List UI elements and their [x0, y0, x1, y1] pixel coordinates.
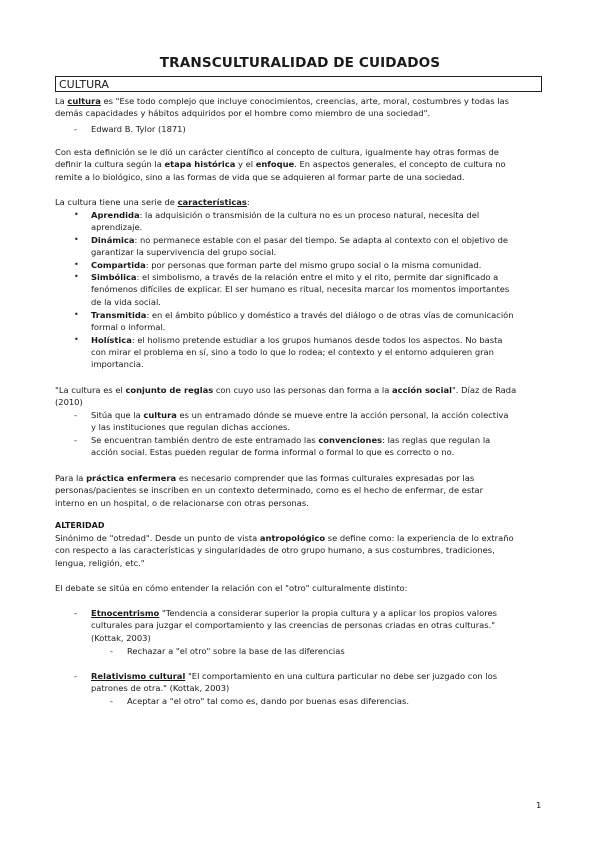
quote-item-2-cont: acción social. Estas pueden regular de forma informal o formal lo que es correcto o no.	[91, 447, 455, 457]
quote-item-1: Sitúa que la cultura es un entramado dónde se mueve entre la acción personal, la acción colectiva	[91, 410, 509, 420]
term-cultura: cultura	[67, 96, 101, 106]
alteridad-line-1: Sinónimo de "otredad". Desde un punto de vista antropológico se define como: la experiencia de lo extraño	[55, 533, 514, 543]
characteristic-holistica-cont2: importancia.	[91, 359, 144, 369]
para1-line-3: remite a lo biológico, sino a las formas de vida que se adquieren al formar parte de una sociedad.	[55, 172, 465, 182]
dash-marker: -	[110, 646, 114, 656]
section-heading-cultura: CULTURA	[55, 76, 542, 92]
dash-marker: -	[110, 696, 114, 706]
characteristic-transmitida: Transmitida: en el ámbito público y doméstico a través del diálogo o de otras vías de comunicación	[91, 310, 514, 320]
characteristic-dinamica: Dinámica: no permanece estable con el pasar del tiempo. Se adapta al contexto con el objetivo de	[91, 235, 509, 245]
dash-marker: -	[74, 671, 78, 681]
bullet-marker: •	[74, 235, 79, 244]
dash-marker: -	[74, 608, 78, 618]
dash-marker: -	[74, 410, 78, 420]
para3-line-3: interno en un hospital, o de relacionarse con otras personas.	[55, 498, 309, 508]
etnocentrismo-line-1: Etnocentrismo "Tendencia a considerar superior la propia cultura y a aplicar los propios valores	[91, 608, 497, 618]
alteridad-line-2: con respecto a las características y singularidades de otro grupo humano, a sus costumbres, tradiciones,	[55, 545, 495, 555]
characteristic-holistica-cont: con mirar el problema en sí, sino a todo lo que lo rodea; el contexto y el entorno adquieren gran	[91, 347, 494, 357]
dash-marker: -	[74, 124, 78, 134]
bullet-marker: •	[74, 210, 79, 219]
bullet-marker: •	[74, 272, 79, 281]
definition-author: Edward B. Tylor (1871)	[91, 124, 186, 134]
characteristic-compartida: Compartida: por personas que forman parte del mismo grupo social o la misma comunidad.	[91, 260, 482, 270]
characteristic-holistica: Holística: el holismo pretende estudiar a los grupos humanos desde todos los aspectos. No basta	[91, 335, 503, 345]
alteridad-line-3: lengua, religión, etc."	[55, 558, 145, 568]
bullet-marker: •	[74, 335, 79, 344]
page-title: TRANSCULTURALIDAD DE CUIDADOS	[159, 55, 441, 71]
relativismo-line-1: Relativismo cultural "El comportamiento en una cultura particular no debe ser juzgado con los	[91, 671, 498, 681]
characteristic-aprendida: Aprendida: la adquisición o transmisión de la cultura no es un proceso natural, necesita del	[91, 210, 480, 220]
quote-item-1-cont: y las instituciones que regulan dichas acciones.	[91, 422, 290, 432]
debate-line: El debate se sitúa en cómo entender la relación con el "otro" culturalmente distinto:	[55, 583, 408, 593]
quote-item-2: Se encuentran también dentro de este entramado las convenciones: las reglas que regulan la	[91, 435, 491, 445]
characteristic-aprendida-cont: aprendizaje.	[91, 222, 143, 232]
quote-diaz-de-rada: "La cultura es el conjunto de reglas con cuyo uso las personas dan forma a la acción social". Díaz de Rada	[55, 385, 517, 395]
quote-year: (2010)	[55, 397, 83, 407]
etnocentrismo-line-2: culturales para juzgar el comportamiento y las creencias de personas criadas en otras culturas."	[91, 620, 496, 630]
relativismo-sub: Aceptar a "el otro" tal como es, dando por buenas esas diferencias.	[127, 696, 410, 706]
para3-line-1: Para la práctica enfermera es necesario comprender que las formas culturales expresadas por las	[55, 473, 475, 483]
page-number: 1	[536, 800, 542, 810]
para1-line-2: definir la cultura según la etapa histórica y el enfoque. En aspectos generales, el concepto de cultura no	[55, 159, 506, 169]
etnocentrismo-line-3: (Kottak, 2003)	[91, 633, 151, 643]
etnocentrismo-sub: Rechazar a "el otro" sobre la base de las diferencias	[127, 646, 345, 656]
dash-marker: -	[74, 435, 78, 445]
bullet-marker: •	[74, 260, 79, 269]
alteridad-heading: ALTERIDAD	[55, 521, 105, 530]
para3-line-2: personas/pacientes se inscriben en un contexto determinado, como es el hecho de enfermar, de estar	[55, 485, 484, 495]
characteristics-intro: La cultura tiene una serie de características:	[55, 197, 250, 207]
characteristic-simbolica: Simbólica: el simbolismo, a través de la relación entre el mito y el rito, permite dar significado a	[91, 272, 499, 282]
characteristic-transmitida-cont: formal o informal.	[91, 322, 166, 332]
bullet-marker: •	[74, 310, 79, 319]
definition-line-2: demás capacidades y hábitos adquiridos por el hombre como miembro de una sociedad".	[55, 108, 431, 118]
relativismo-line-2: patrones de otra." (Kottak, 2003)	[91, 683, 230, 693]
definition-line-1: La cultura es "Ese todo complejo que incluye conocimientos, creencias, arte, moral, costumbres y todas las	[55, 96, 509, 106]
characteristic-dinamica-cont: garantizar la supervivencia del grupo social.	[91, 247, 277, 257]
characteristic-simbolica-cont2: de la vida social.	[91, 297, 161, 307]
characteristic-simbolica-cont: fenómenos difíciles de explicar. El ser humano es ritual, necesita marcar los momentos importantes	[91, 284, 510, 294]
para1-line-1: Con esta definición se le dió un carácter científico al concepto de cultura, igualmente hay otras formas de	[55, 147, 499, 157]
